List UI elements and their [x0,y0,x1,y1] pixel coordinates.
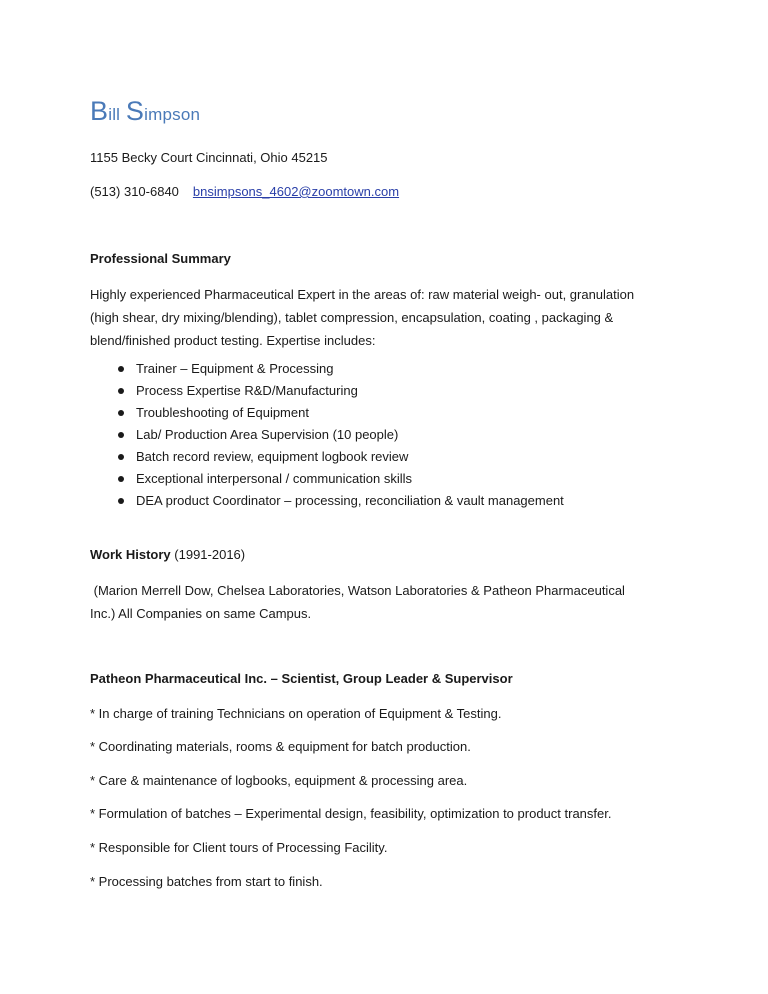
bullet-icon [118,432,124,438]
work-history-years: (1991-2016) [170,547,246,562]
bullet-icon [118,454,124,460]
contact-line [90,181,399,203]
email-link[interactable]: bnsimpsons_4602@zoomtown.com [192,184,400,199]
list-item: Batch record review, equipment logbook review [90,446,564,468]
duty-item: * Responsible for Client tours of Processing Facility. [90,840,388,855]
duty-item: * In charge of training Technicians on operation of Equipment & Testing. [90,706,502,721]
list-item: Troubleshooting of Equipment [90,402,564,424]
summary-line: blend/finished product testing. Expertise includes: [90,333,376,348]
work-history-heading: Work History [90,547,171,562]
expertise-list [90,358,564,512]
phone: (513) 310-6840 [90,184,179,199]
list-item: Trainer – Equipment & Processing [90,358,564,380]
duty-item: * Processing batches from start to finish. [90,874,323,889]
bullet-icon [118,410,124,416]
duty-item: * Coordinating materials, rooms & equipment for batch production. [90,739,471,754]
summary-line: (high shear, dry mixing/blending), tablet compression, encapsulation, coating , packaging & [90,310,614,325]
work-history-paragraph [90,579,690,625]
list-item: DEA product Coordinator – processing, reconciliation & vault management [90,490,564,512]
bullet-icon [118,476,124,482]
summary-line: Highly experienced Pharmaceutical Expert in the areas of: raw material weigh- out, granulation [90,287,635,302]
bullet-icon [118,366,124,372]
candidate-name: Bill Simpson [90,96,201,126]
work-history-line: Inc.) All Companies on same Campus. [90,606,312,621]
list-item: Exceptional interpersonal / communication skills [90,468,564,490]
summary-heading: Professional Summary [90,251,231,266]
job-title: Patheon Pharmaceutical Inc. – Scientist, Group Leader & Supervisor [90,671,513,686]
list-item: Process Expertise R&D/Manufacturing [90,380,564,402]
duty-item: * Care & maintenance of logbooks, equipment & processing area. [90,773,468,788]
list-item: Lab/ Production Area Supervision (10 people) [90,424,564,446]
bullet-icon [118,498,124,504]
bullet-icon [118,388,124,394]
work-history-heading-line [90,544,245,566]
address: 1155 Becky Court Cincinnati, Ohio 45215 [90,150,328,165]
work-history-line: (Marion Merrell Dow, Chelsea Laboratories, Watson Laboratories & Patheon Pharmaceutical [90,583,625,598]
summary-paragraph [90,283,690,352]
duty-item: * Formulation of batches – Experimental design, feasibility, optimization to product transfer. [90,806,612,821]
